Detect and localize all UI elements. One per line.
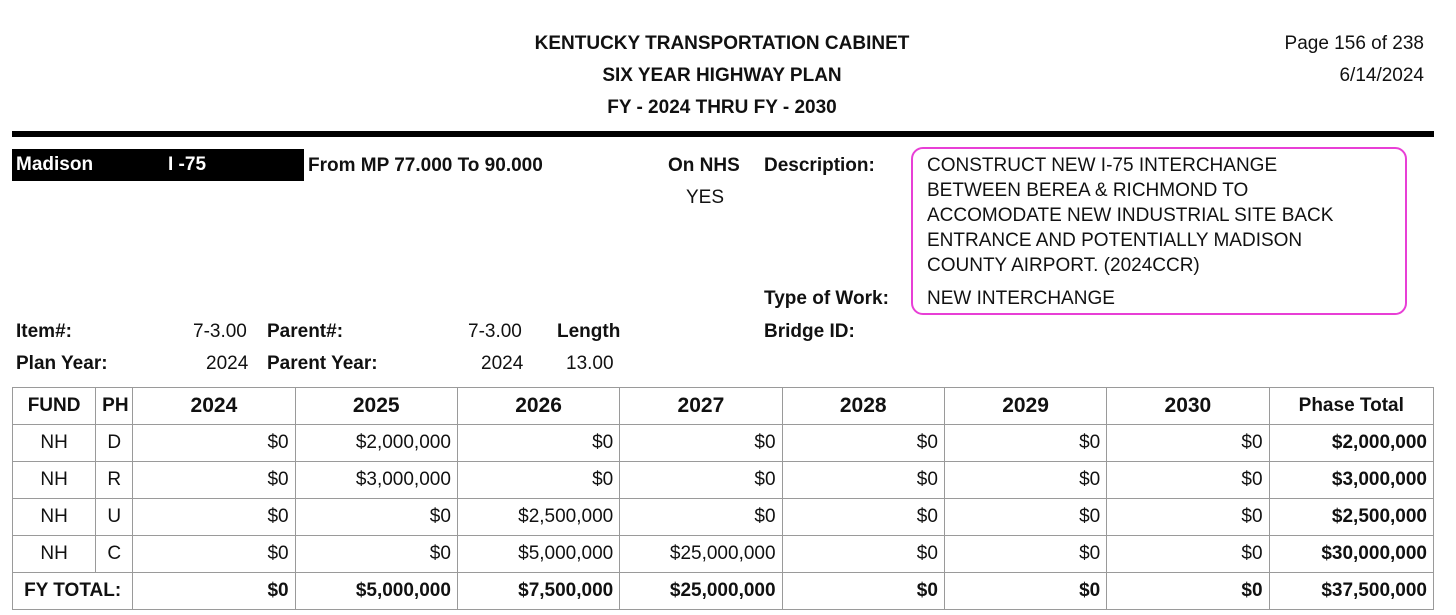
header-divider bbox=[12, 131, 1434, 137]
cell-amount: $0 bbox=[1107, 536, 1269, 573]
cell-amount: $0 bbox=[133, 462, 295, 499]
cell-phase-total: $2,000,000 bbox=[1269, 425, 1433, 462]
total-amount: $5,000,000 bbox=[295, 573, 457, 610]
length-label: Length bbox=[557, 321, 621, 342]
cell-phase: U bbox=[96, 499, 133, 536]
cell-fund: NH bbox=[13, 462, 96, 499]
total-amount: $0 bbox=[782, 573, 944, 610]
grand-total: $37,500,000 bbox=[1269, 573, 1433, 610]
cell-amount: $0 bbox=[295, 499, 457, 536]
col-phase-total: Phase Total bbox=[1269, 388, 1433, 425]
cell-amount: $3,000,000 bbox=[295, 462, 457, 499]
item-value: 7-3.00 bbox=[193, 321, 247, 342]
length-value: 13.00 bbox=[566, 353, 614, 374]
cell-phase-total: $3,000,000 bbox=[1269, 462, 1433, 499]
cell-amount: $0 bbox=[457, 425, 619, 462]
col-2026: 2026 bbox=[457, 388, 619, 425]
cell-amount: $0 bbox=[1107, 425, 1269, 462]
plan-year-label: Plan Year: bbox=[16, 353, 108, 374]
cell-amount: $0 bbox=[782, 499, 944, 536]
milepost-range: From MP 77.000 To 90.000 bbox=[308, 155, 543, 176]
cell-amount: $0 bbox=[782, 425, 944, 462]
cell-phase: D bbox=[96, 425, 133, 462]
item-label: Item#: bbox=[16, 321, 72, 342]
cell-amount: $0 bbox=[620, 462, 782, 499]
parent-year-label: Parent Year: bbox=[267, 353, 378, 374]
col-phase: PH bbox=[96, 388, 133, 425]
total-amount: $0 bbox=[133, 573, 295, 610]
col-2025: 2025 bbox=[295, 388, 457, 425]
plan-year-value: 2024 bbox=[206, 353, 249, 374]
cell-amount: $0 bbox=[944, 536, 1106, 573]
funding-table bbox=[12, 387, 1434, 610]
page-number: Page 156 of 238 bbox=[1284, 33, 1424, 54]
total-amount: $7,500,000 bbox=[457, 573, 619, 610]
description-text: CONSTRUCT NEW I-75 INTERCHANGE BETWEEN BEREA & RICHMOND TO ACCOMODATE NEW INDUSTRIAL SITE BACK ENTRANCE AND POTENTIALLY MADISON COUNTY AIRPORT. (2024CCR) bbox=[927, 155, 1334, 276]
parent-label: Parent#: bbox=[267, 321, 344, 342]
county-label: Madison bbox=[12, 149, 166, 181]
col-2027: 2027 bbox=[620, 388, 782, 425]
parent-value: 7-3.00 bbox=[468, 321, 522, 342]
cell-amount: $0 bbox=[944, 462, 1106, 499]
type-of-work-label: Type of Work: bbox=[764, 288, 889, 309]
cell-amount: $0 bbox=[620, 425, 782, 462]
cell-phase-total: $30,000,000 bbox=[1269, 536, 1433, 573]
table-row bbox=[13, 462, 1434, 499]
header-subtitle: SIX YEAR HIGHWAY PLAN bbox=[602, 65, 842, 86]
header-fiscal-range: FY - 2024 THRU FY - 2030 bbox=[607, 97, 837, 118]
cell-amount: $0 bbox=[782, 536, 944, 573]
cell-amount: $0 bbox=[1107, 499, 1269, 536]
cell-amount: $0 bbox=[782, 462, 944, 499]
cell-amount: $25,000,000 bbox=[620, 536, 782, 573]
cell-fund: NH bbox=[13, 499, 96, 536]
table-row bbox=[13, 425, 1434, 462]
cell-amount: $0 bbox=[944, 499, 1106, 536]
cell-fund: NH bbox=[13, 425, 96, 462]
cell-phase: C bbox=[96, 536, 133, 573]
description-label: Description: bbox=[764, 155, 875, 176]
total-amount: $0 bbox=[944, 573, 1106, 610]
cell-amount: $0 bbox=[944, 425, 1106, 462]
cell-amount: $2,500,000 bbox=[457, 499, 619, 536]
route-label: I -75 bbox=[162, 149, 304, 181]
col-2024: 2024 bbox=[133, 388, 295, 425]
on-nhs-label: On NHS bbox=[668, 155, 740, 176]
cell-amount: $0 bbox=[133, 499, 295, 536]
table-row bbox=[13, 499, 1434, 536]
table-header-row bbox=[13, 388, 1434, 425]
cell-phase: R bbox=[96, 462, 133, 499]
col-2028: 2028 bbox=[782, 388, 944, 425]
cell-fund: NH bbox=[13, 536, 96, 573]
fy-total-row bbox=[13, 573, 1434, 610]
total-amount: $0 bbox=[1107, 573, 1269, 610]
report-date: 6/14/2024 bbox=[1339, 65, 1424, 86]
cell-phase-total: $2,500,000 bbox=[1269, 499, 1433, 536]
type-of-work-value: NEW INTERCHANGE bbox=[927, 288, 1115, 309]
col-2029: 2029 bbox=[944, 388, 1106, 425]
cell-amount: $2,000,000 bbox=[295, 425, 457, 462]
col-2030: 2030 bbox=[1107, 388, 1269, 425]
parent-year-value: 2024 bbox=[481, 353, 524, 374]
cell-amount: $0 bbox=[133, 425, 295, 462]
cell-amount: $0 bbox=[1107, 462, 1269, 499]
cell-amount: $5,000,000 bbox=[457, 536, 619, 573]
cell-amount: $0 bbox=[620, 499, 782, 536]
cell-amount: $0 bbox=[457, 462, 619, 499]
bridge-id-label: Bridge ID: bbox=[764, 321, 855, 342]
col-fund: FUND bbox=[13, 388, 96, 425]
total-amount: $25,000,000 bbox=[620, 573, 782, 610]
header-title: KENTUCKY TRANSPORTATION CABINET bbox=[534, 33, 910, 54]
on-nhs-value: YES bbox=[686, 187, 725, 208]
cell-amount: $0 bbox=[295, 536, 457, 573]
cell-amount: $0 bbox=[133, 536, 295, 573]
fy-total-label: FY TOTAL: bbox=[13, 573, 133, 610]
table-row bbox=[13, 536, 1434, 573]
